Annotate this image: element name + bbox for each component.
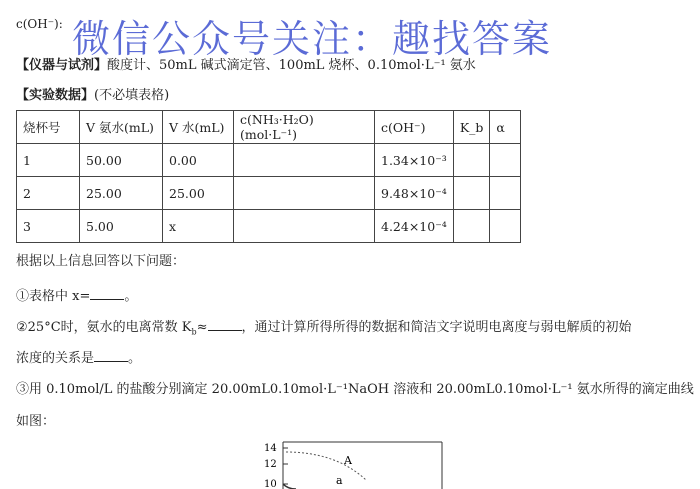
q2-mid: ≈	[196, 320, 208, 335]
equipment-text: 酸度计、50mL 碱式滴定管、100mL 烧杯、0.10mol·L⁻¹ 氨水	[107, 58, 476, 73]
header-cell: K_b	[453, 111, 490, 144]
table-cell	[234, 210, 375, 243]
answer-blank	[90, 288, 124, 300]
curve-label-A: A	[344, 454, 352, 467]
curve-label-a: a	[336, 474, 343, 487]
data-section-heading: 【实验数据】	[16, 88, 95, 103]
table-cell: 9.48×10⁻⁴	[375, 177, 454, 210]
header-cell: 烧杯号	[17, 111, 80, 144]
q2-suffix: ，通过计算所得所得的数据和简洁文字说明电离度与弱电解质的初始	[241, 320, 632, 335]
table-cell	[490, 210, 521, 243]
equipment-heading: 【仪器与试剂】	[16, 58, 108, 73]
q2-cont-prefix: 浓度的关系是	[16, 351, 95, 366]
watermark: 微信公众号关注：趣找答案	[72, 17, 553, 61]
questions-intro: 根据以上信息回答以下问题：	[16, 254, 186, 269]
header-cell: V 氨水(mL)	[80, 111, 163, 144]
table-cell	[453, 210, 490, 243]
q2-prefix: ②25°C时，氨水的电离常数 K	[16, 320, 192, 335]
table-cell: 4.24×10⁻⁴	[375, 210, 454, 243]
table-cell: 0.00	[163, 144, 234, 177]
q1-prefix: ①表格中 x=	[16, 289, 91, 304]
table-row	[17, 210, 521, 243]
table-cell: 2	[17, 177, 80, 210]
table-cell: 1	[17, 144, 80, 177]
table-cell: 3	[17, 210, 80, 243]
answer-blank	[208, 319, 242, 331]
header-cell: V 水(mL)	[163, 111, 234, 144]
question-1	[16, 285, 137, 304]
data-section-line	[16, 84, 169, 103]
table-cell: 25.00	[80, 177, 163, 210]
table-cell	[234, 177, 375, 210]
equipment-line	[16, 54, 476, 73]
table-cell	[234, 144, 375, 177]
question-3-line1: ③用 0.10mol/L 的盐酸分别滴定 20.00mL0.10mol·L⁻¹NaOH 溶液和 20.00mL0.10mol·L⁻¹ 氨水所得的滴定曲线	[16, 382, 694, 397]
table-row	[17, 177, 521, 210]
table-cell	[490, 177, 521, 210]
table-cell: 5.00	[80, 210, 163, 243]
table-cell: 50.00	[80, 144, 163, 177]
data-section-note: (不必填表格)	[94, 88, 170, 103]
table-cell	[490, 144, 521, 177]
q1-suffix: 。	[124, 289, 138, 304]
oh-prefix: c(OH⁻):	[16, 17, 63, 31]
table-cell: 25.00	[163, 177, 234, 210]
q2-sub: b	[191, 327, 197, 337]
table-cell	[453, 144, 490, 177]
y-tick-label: 12	[264, 459, 277, 470]
titration-chart	[256, 440, 456, 489]
table-cell	[453, 177, 490, 210]
question-2	[16, 316, 632, 337]
curve-a	[286, 452, 366, 480]
q2-cont-suffix: 。	[128, 351, 142, 366]
answer-blank	[94, 350, 128, 362]
header-cell: c(NH₃·H₂O)(mol·L⁻¹)	[234, 111, 375, 144]
question-2-continued	[16, 347, 141, 366]
question-3-line2: 如图：	[16, 414, 56, 429]
table-row	[17, 144, 521, 177]
y-tick-label: 10	[264, 479, 277, 489]
header-cell: α	[490, 111, 521, 144]
table-cell: 1.34×10⁻³	[375, 144, 454, 177]
curve-b	[283, 484, 296, 489]
data-table	[16, 110, 521, 243]
table-header-row	[17, 111, 521, 144]
header-cell: c(OH⁻)	[375, 111, 454, 144]
table-cell: x	[163, 210, 234, 243]
y-tick-label: 14	[264, 443, 277, 454]
